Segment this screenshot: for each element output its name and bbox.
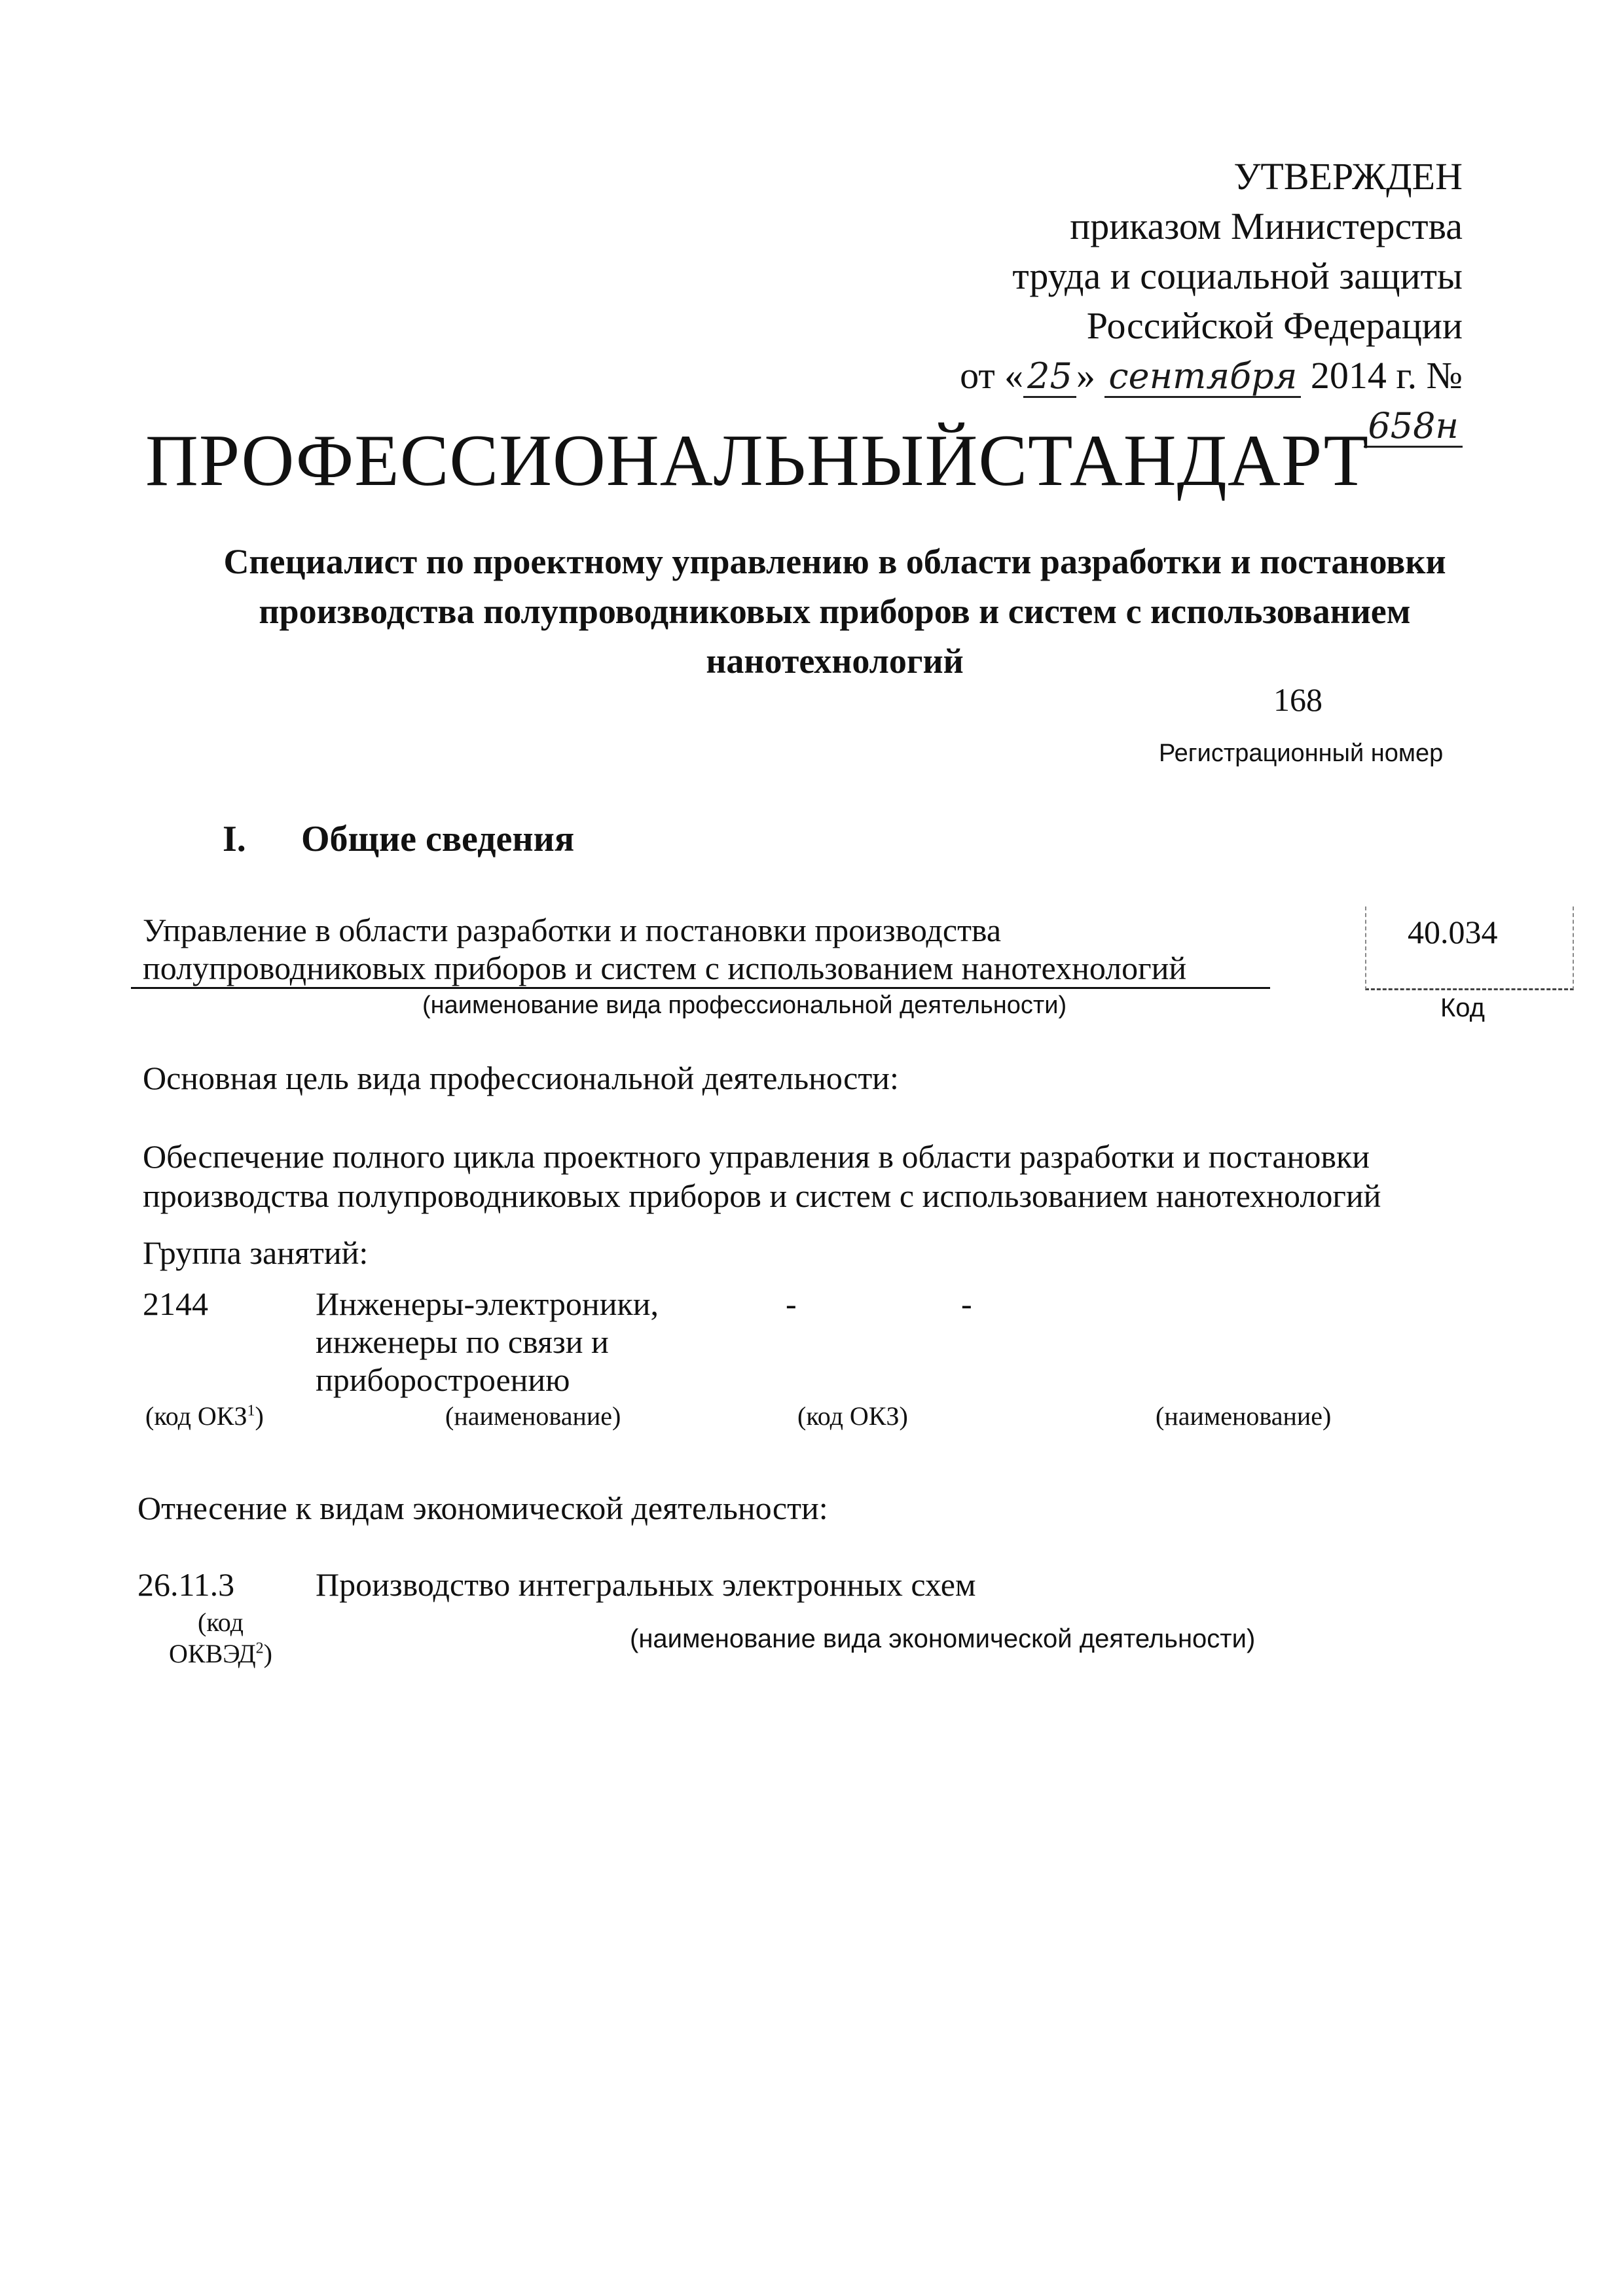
section-title: Общие сведения <box>301 819 575 859</box>
footnote-ref-2: 2 <box>255 1640 264 1657</box>
purpose-text-line2: производства полупроводниковых приборов и систем с использованием нанотехнологий <box>143 1177 1381 1214</box>
okz-name-2: - <box>961 1285 972 1322</box>
date-prefix: от « <box>960 354 1024 397</box>
activity-caption: (наименование вида профессиональной деятельности) <box>422 992 1067 1019</box>
section-number: I. <box>223 819 246 859</box>
okved-name: Производство интегральных электронных схем <box>316 1566 976 1603</box>
okz-name: Инженеры-электроники, инженеры по связи и приборостроению <box>316 1285 659 1398</box>
handwritten-month: сентября <box>1104 357 1301 398</box>
activity-name-line1: Управление в области разработки и постановки производства <box>143 912 1002 948</box>
approval-block <box>873 152 1463 450</box>
okz-name-caption-2: (наименование) <box>1156 1401 1332 1431</box>
okved-code-caption: (код ОКВЭД$^2$) <box>169 1607 272 1668</box>
okz-code-caption: (код ОКЗ$^1$) <box>145 1401 264 1431</box>
approval-heading: УТВЕРЖДЕН <box>1233 155 1463 198</box>
date-year: 2014 г. № <box>1310 354 1463 397</box>
okz-name-caption: (наименование) <box>445 1401 621 1431</box>
approval-order-line: приказом Министерства <box>1070 205 1463 247</box>
approval-country-line: Российской Федерации <box>1086 304 1463 347</box>
approval-ministry-line: труда и социальной защиты <box>1012 255 1463 297</box>
purpose-heading: Основная цель вида профессиональной деятельности: <box>143 1060 899 1096</box>
registration-number: 168 <box>1273 681 1322 718</box>
okz-code: 2144 <box>143 1285 208 1322</box>
standard-name: Специалист по проектному управлению в области разработки и постановки производства полупроводниковых приборов и систем с использованием нанотехнологий <box>223 542 1446 681</box>
handwritten-day: 25 <box>1023 357 1076 398</box>
okz-code-2: - <box>786 1285 797 1322</box>
activity-underline <box>131 987 1270 989</box>
economic-activity-heading: Отнесение к видам экономической деятельности: <box>137 1490 828 1526</box>
purpose-text-line1: Обеспечение полного цикла проектного управления в области разработки и постановки <box>143 1138 1370 1175</box>
activity-code: 40.034 <box>1408 914 1498 950</box>
okz-code-caption-2: (код ОКЗ) <box>797 1401 908 1431</box>
code-label: Код <box>1440 994 1486 1022</box>
okved-name-caption: (наименование вида экономической деятельности) <box>630 1624 1256 1653</box>
activity-name-line2: полупроводниковых приборов и систем с использованием нанотехнологий <box>143 950 1187 986</box>
occupation-group-heading: Группа занятий: <box>143 1234 369 1271</box>
document-title: ПРОФЕССИОНАЛЬНЫЙСТАНДАРТ <box>145 420 1369 501</box>
footnote-ref-1: 1 <box>247 1402 255 1420</box>
registration-label: Регистрационный номер <box>1159 740 1444 767</box>
okved-code: 26.11.3 <box>137 1566 235 1603</box>
handwritten-order-number: 658н <box>1364 406 1463 448</box>
date-mid: » <box>1076 354 1095 397</box>
